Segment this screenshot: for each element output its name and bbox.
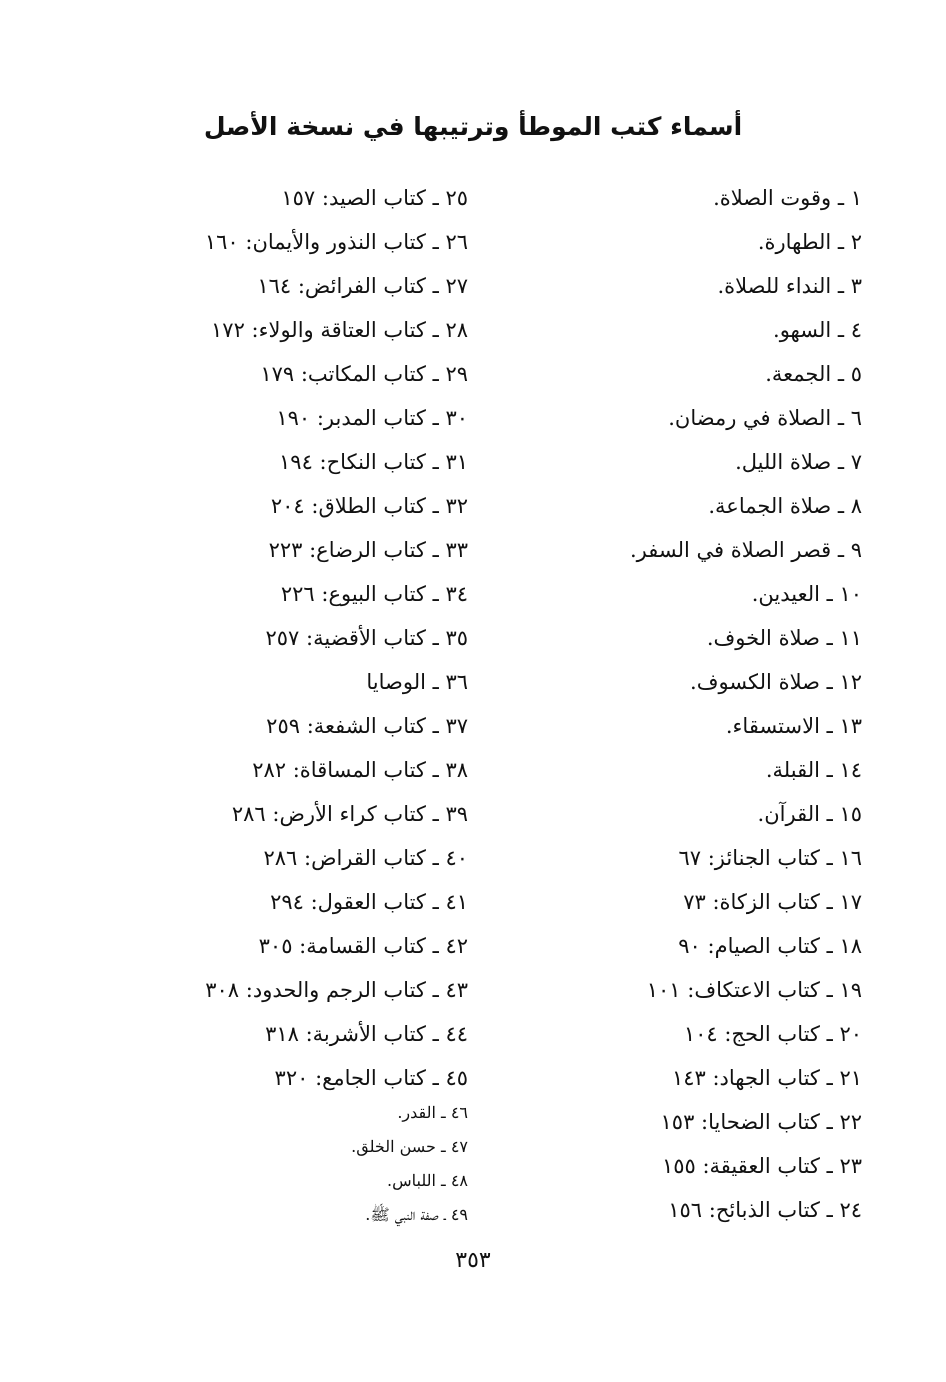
list-item: ٣٤ ـ كتاب البيوع: ٢٢٦	[280, 582, 468, 606]
list-item: ٨ ـ صلاة الجماعة.	[708, 494, 862, 518]
list-item: ٤٤ ـ كتاب الأشربة: ٣١٨	[265, 1022, 468, 1046]
list-item: ٤٠ ـ كتاب القراض: ٢٨٦	[263, 846, 468, 870]
list-item: ١٤ ـ القبلة.	[765, 758, 862, 782]
list-item: ٢٨ ـ كتاب العتاقة والولاء: ١٧٢	[211, 318, 468, 342]
list-item: ١ ـ وقوت الصلاة.	[713, 186, 862, 210]
list-item: ١١ ـ صلاة الخوف.	[706, 626, 862, 650]
list-item: ٣٢ ـ كتاب الطلاق: ٢٠٤	[270, 494, 468, 518]
list-item: ٧ ـ صلاة الليل.	[735, 450, 862, 474]
list-item: ٤٣ ـ كتاب الرجم والحدود: ٣٠٨	[205, 978, 468, 1002]
list-item: ١٢ ـ صلاة الكسوف.	[690, 670, 862, 694]
list-item: ١٠ ـ العيدين.	[751, 582, 862, 606]
list-item: ١٩ ـ كتاب الاعتكاف: ١٠١	[646, 978, 862, 1002]
list-item: ٣٩ ـ كتاب كراء الأرض: ٢٨٦	[231, 802, 468, 826]
left-small-list	[168, 1096, 468, 1232]
list-item: ٢٤ ـ كتاب الذبائح: ١٥٦	[668, 1198, 862, 1222]
list-item: ١٧ ـ كتاب الزكاة: ٧٣	[683, 890, 862, 914]
list-item: ٤٩ ـ صفة النبي ﷺ.	[365, 1205, 468, 1224]
page-title: أسماء كتب الموطأ وترتيبها في نسخة الأصل	[203, 112, 743, 141]
list-item: ٢ ـ الطهارة.	[757, 230, 862, 254]
list-item: ٤ ـ السهو.	[773, 318, 862, 342]
list-item: ٣١ ـ كتاب النكاح: ١٩٤	[279, 450, 468, 474]
list-item: ٣٨ ـ كتاب المساقاة: ٢٨٢	[252, 758, 468, 782]
list-item: ٤٨ ـ اللباس.	[387, 1171, 468, 1190]
list-item: ١٥ ـ القرآن.	[757, 802, 862, 826]
list-item: ١٨ ـ كتاب الصيام: ٩٠	[678, 934, 862, 958]
list-item: ٢٧ ـ كتاب الفرائض: ١٦٤	[257, 274, 468, 298]
list-item: ٣٧ ـ كتاب الشفعة: ٢٥٩	[266, 714, 468, 738]
list-item: ٢٩ ـ كتاب المكاتب: ١٧٩	[260, 362, 468, 386]
list-item: ٢٠ ـ كتاب الحج: ١٠٤	[683, 1022, 862, 1046]
list-item: ٣٥ ـ كتاب الأقضية: ٢٥٧	[265, 626, 468, 650]
list-item: ٤٥ ـ كتاب الجامع: ٣٢٠	[274, 1066, 468, 1090]
right-column-list	[502, 176, 862, 1232]
list-item: ٢٦ ـ كتاب النذور والأيمان: ١٦٠	[204, 230, 468, 254]
list-item: ١٦ ـ كتاب الجنائز: ٦٧	[678, 846, 862, 870]
list-item: ٦ ـ الصلاة في رمضان.	[668, 406, 862, 430]
list-item: ٤١ ـ كتاب العقول: ٢٩٤	[270, 890, 468, 914]
list-item: ٢٥ ـ كتاب الصيد: ١٥٧	[281, 186, 468, 210]
left-column-list	[48, 176, 468, 1100]
list-item: ٤٦ ـ القدر.	[397, 1103, 468, 1122]
list-item: ٣٣ ـ كتاب الرضاع: ٢٢٣	[268, 538, 468, 562]
list-item: ٤٢ ـ كتاب القسامة: ٣٠٥	[258, 934, 468, 958]
list-item: ٥ ـ الجمعة.	[765, 362, 862, 386]
list-item: ٣ ـ النداء للصلاة.	[717, 274, 862, 298]
list-item: ٢١ ـ كتاب الجهاد: ١٤٣	[671, 1066, 862, 1090]
list-item: ٣٠ ـ كتاب المدبر: ١٩٠	[276, 406, 468, 430]
list-item: ٢٢ ـ كتاب الضحايا: ١٥٣	[660, 1110, 862, 1134]
list-item: ٢٣ ـ كتاب العقيقة: ١٥٥	[661, 1154, 862, 1178]
list-item: ٤٧ ـ حسن الخلق.	[351, 1137, 468, 1156]
list-item: ٩ ـ قصر الصلاة في السفر.	[629, 538, 862, 562]
list-item: ٣٦ ـ الوصايا	[366, 670, 468, 694]
page-number: ٣٥٣	[455, 1248, 491, 1273]
list-item: ١٣ ـ الاستسقاء.	[725, 714, 862, 738]
